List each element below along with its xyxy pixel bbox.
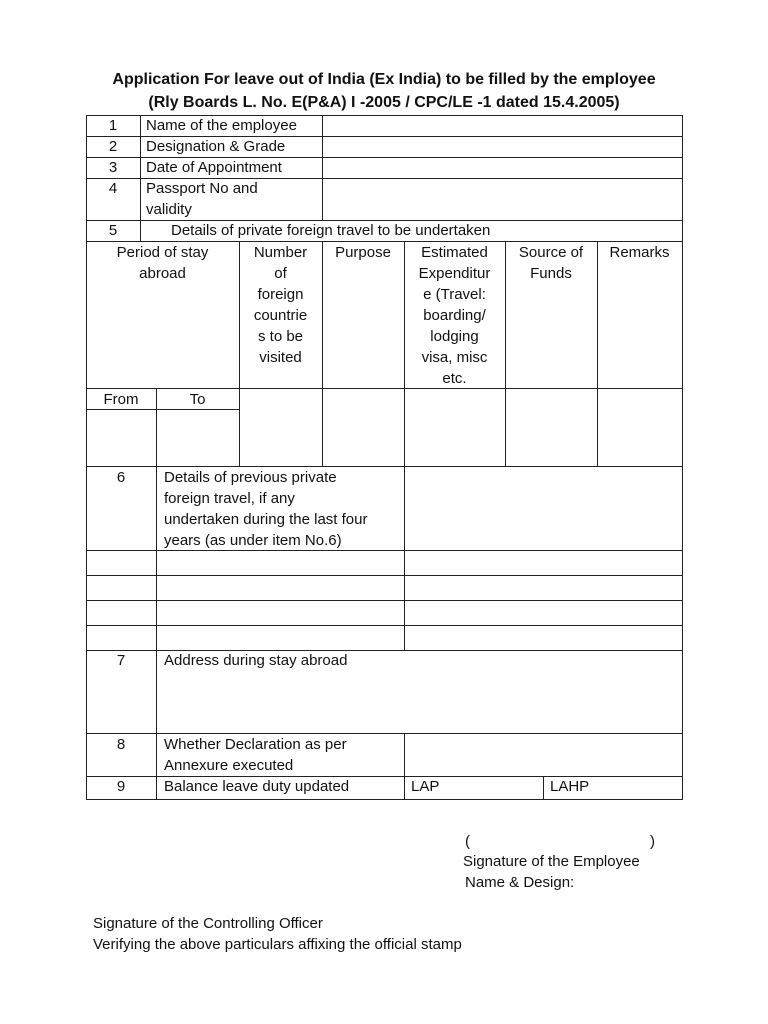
- col-divider: [404, 733, 405, 800]
- row-7-number: 7: [116, 652, 126, 669]
- row-1-label: Name of the employee: [146, 117, 297, 134]
- header-period-line1: Period of stay: [116, 244, 209, 261]
- header-number-line6: visited: [259, 349, 302, 366]
- header-number-line1: Number: [253, 244, 308, 261]
- row-8-number: 8: [116, 736, 126, 753]
- row-9-number: 9: [116, 778, 126, 795]
- table-border-bottom: [86, 799, 683, 800]
- row-1-number: 1: [108, 117, 118, 134]
- header-remarks: Remarks: [609, 244, 670, 261]
- row-8-label-line1: Whether Declaration as per: [164, 736, 347, 753]
- header-period-line2: abroad: [139, 265, 186, 282]
- header-estimated-line4: boarding/: [423, 307, 486, 324]
- header-number-line2: of: [274, 265, 287, 282]
- header-estimated-line7: etc.: [442, 370, 467, 387]
- header-number-line5: s to be: [257, 328, 304, 345]
- signature-close-paren: ): [650, 833, 655, 850]
- table-border-left: [86, 115, 87, 800]
- row-divider: [86, 575, 683, 576]
- col-divider: [597, 241, 598, 467]
- row-3-label: Date of Appointment: [146, 159, 282, 176]
- col-divider: [140, 220, 141, 241]
- employee-signature-label: Signature of the Employee: [463, 853, 640, 870]
- col-divider: [322, 115, 323, 221]
- header-to: To: [189, 391, 206, 408]
- name-design-label: Name & Design:: [465, 874, 575, 891]
- header-estimated-line1: Estimated: [421, 244, 488, 261]
- header-estimated-line5: lodging: [430, 328, 479, 345]
- row-8-label-line2: Annexure executed: [164, 757, 294, 774]
- row-2-number: 2: [108, 138, 118, 155]
- row-divider: [86, 625, 683, 626]
- header-source-line2: Funds: [530, 265, 572, 282]
- col-divider: [140, 115, 141, 221]
- header-source-line1: Source of: [518, 244, 584, 261]
- row-2-label: Designation & Grade: [146, 138, 286, 155]
- form-title: Application For leave out of India (Ex India) to be filled by the employee: [112, 71, 656, 88]
- row-6-label-line1: Details of previous private: [164, 469, 337, 486]
- controlling-officer-label: Signature of the Controlling Officer: [93, 915, 323, 932]
- header-from: From: [103, 391, 139, 408]
- table-border-right: [682, 115, 683, 800]
- col-divider: [543, 776, 544, 800]
- row-4-label-line1: Passport No and: [146, 180, 258, 197]
- row-4-number: 4: [108, 180, 118, 197]
- col-divider: [156, 466, 157, 800]
- row-5-number: 5: [108, 222, 118, 239]
- header-purpose: Purpose: [335, 244, 391, 261]
- row-6-label-line2: foreign travel, if any: [164, 490, 295, 507]
- row-6-label-line3: undertaken during the last four: [164, 511, 368, 528]
- row-5-label: Details of private foreign travel to be undertaken: [171, 222, 491, 239]
- verification-note: Verifying the above particulars affixing the official stamp: [93, 936, 462, 953]
- col-divider: [404, 466, 405, 651]
- header-estimated-line3: e (Travel:: [423, 286, 486, 303]
- row-6-number: 6: [116, 469, 126, 486]
- row-3-number: 3: [108, 159, 118, 176]
- row-divider: [86, 600, 683, 601]
- row-9-lahp-label: LAHP: [550, 778, 590, 795]
- row-9-label: Balance leave duty updated: [164, 778, 350, 795]
- header-number-line3: foreign: [257, 286, 304, 303]
- header-estimated-line6: visa, misc: [421, 349, 488, 366]
- form-reference: (Rly Boards L. No. E(P&A) I -2005 / CPC/LE -1 dated 15.4.2005): [148, 94, 620, 111]
- col-divider: [322, 241, 323, 467]
- row-7-label: Address during stay abroad: [164, 652, 348, 669]
- row-6-label-line4: years (as under item No.6): [164, 532, 342, 549]
- header-estimated-line2: Expenditur: [418, 265, 491, 282]
- row-4-label-line2: validity: [146, 201, 192, 218]
- header-number-line4: countrie: [253, 307, 308, 324]
- signature-open-paren: (: [465, 833, 470, 850]
- row-9-lap-label: LAP: [411, 778, 440, 795]
